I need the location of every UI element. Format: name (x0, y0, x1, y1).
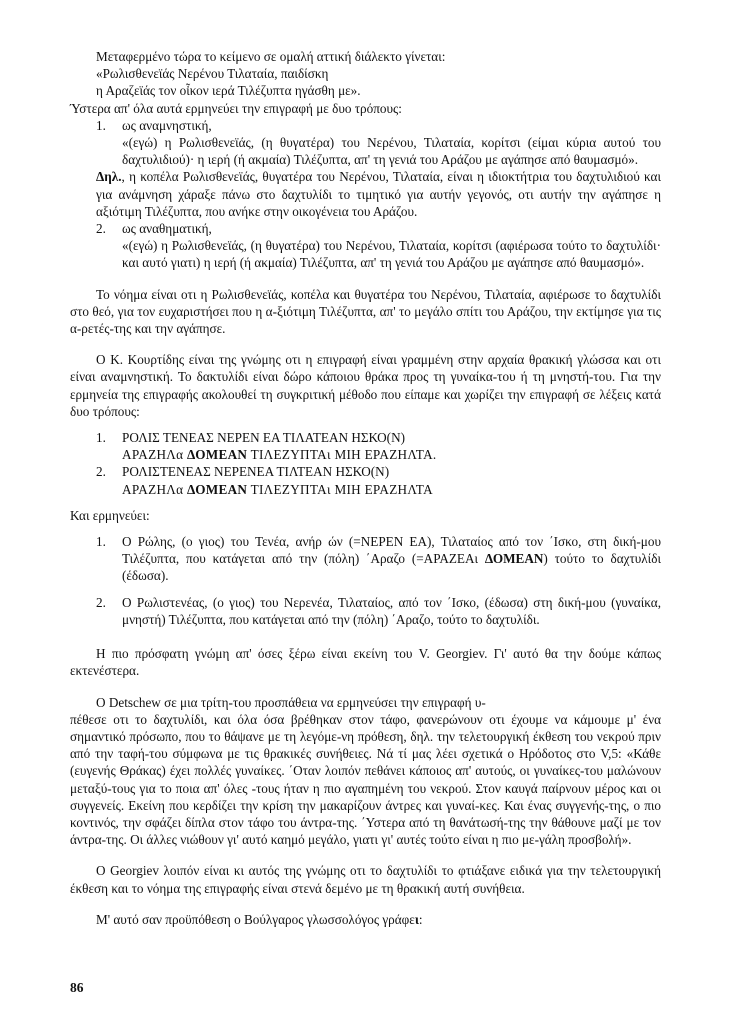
interpretation-text: Ο Ρωλιστενέας, (ο γιος) του Νερενέα, Τιλαταίος, από τον ΄Ισκο, (έδωσα) στη δική-μου (γυναίκα, μνηστή) Τιλέζυπτα, που κατάγεται από την (πόλη) ΄Αραζο, τούτο το δαχτυλίδι. (122, 594, 661, 627)
inscription-seg-c: ΤΙΛΕΖΥΠΤΑι ΜΙΗ ΕΡΑΖΗΛΤΑ. (247, 447, 437, 463)
list-item (70, 220, 661, 237)
inscription-item (70, 429, 661, 446)
detschew-paragraph-lead: Ο Detschew σε μια τρίτη-του προσπάθεια να ερμηνεύσει την επιγραφή υ- (96, 694, 486, 710)
interp-seg-a: Ο Ρώλης, (ο γιος) του Τενέα, ανήρ ών (=NEPEN EA), Τιλαταίος από τον ΄Ισκο, στη δική-μου Τιλέζυπτα, που κατάγεται από την (πόλη) ΄Αραζο (=ΑΡΑΖΕΑι (122, 534, 661, 567)
detschew-paragraph-body (70, 711, 661, 849)
interpretation-text (122, 533, 661, 585)
detschew-bold-start: πέθεσε οτι το δαχτυλίδι, και όλα όσα βρέθηκαν στον τάφο, φανερώνουν οτι έχουμε να κάμουμε μ' ένα σημαντικό πρόσωπο, που το θάψανε με τη λεγόμε-νη πρόθεση, δηλ. την τελετουργική έκθεση του νεκρού πριν από την ταφή-του σύμφωνα με τις θρακικές συνήθειες. Νά τί μας λέει σχετικά ο Ηρόδοτος στο V,5: «Κάθε (ευγενής Θράκας) έχει πολλές γυναίκες. ΄Οταν λοιπόν πεθάνει κάποιος απ' αυτούς, οι γυναίκες-του μαλώνουν μεταξύ-τους για το ποια απ' όλες -τους ήταν η πιο αγαπημένη του νεκρού. Στον καυγά παίρνουν μέρος και οι συγγενείς. Εκείνη που κερδίζει την κρίση την μακαρίζουν άντρες και γυναί-κες. Και ένας συγγενής-της, ο πιο κοντινός, την σφάζει δίπλα στον τάφο του άντρα-της. ΄Υστερα από τη θανάτωσή-της την θάθουνε μαζί με τον άντρα-της. Οι άλλες νιώθουν γι' αυτό καημό μεγάλο, γιατι γι' αυτές τούτο είναι η πιο με-γάλη προσβολή». (70, 711, 661, 848)
list-item-label: ως αναθηματική, (122, 221, 212, 237)
inscription-line-2 (70, 446, 661, 463)
after-verse-line: Ύστερα απ' όλα αυτά ερμηνεύει την επιγραφή με δυο τρόπους: (70, 100, 402, 116)
inscription-seg-a: ΑΡΑΖΗΛα (122, 447, 187, 463)
interpretation-item (70, 533, 661, 585)
item1-quote: «(εγώ) η Ρωλισθενεϊάς, (η θυγατέρα) του Νερένου, Τιλαταία, κορίτσι (είμαι κύρια αυτού του δαχτυλιδιού)· η ιερή (ή ακμαία) Τιλέζυπτα, απ' τη γενιά του Αράζου με αγάπησε από θαυμασμό». (122, 135, 661, 168)
item2-quote: «(εγώ) η Ρωλισθενεϊάς, (η θυγατέρα) του Νερένου, Τιλαταία, κορίτσι (αφιέρωσα τούτο το δαχτυλίδι· και αυτό γιατι) η ιερή (ή ακμαία) Τιλέζυπτα, απ' τη γενιά του Αράζου με αγάπησε από θαυμασμό». (122, 238, 661, 271)
closing-seg-end: : (418, 911, 423, 927)
closing-seg-a: Μ' αυτό σαν προϋπόθεση ο Βούλγαρος γλωσσολόγος γράφε (96, 911, 415, 927)
kourtidis-paragraph: Ο Κ. Κουρτίδης είναι της γνώμης οτι η επιγραφή είναι γραμμένη στην αρχαία θρακική γλώσσα και οτι είναι αναμνηστική. Το δακτυλίδι είναι δώρο κάποιου θράκα προς τη γυναίκα-του ή τη μνηστή-του. Για την ερμηνεία της επιγραφής ακολουθεί τη συγκριτική μέθοδο που είπαμε και χωρίζει την επιγραφή σε λέξεις κατά δυο τρόπους: (70, 352, 661, 419)
note-text: , η κοπέλα Ρωλισθενεϊάς, θυγατέρα του Νερένου, Τιλαταία, είναι η ιδιοκτήτρια του δαχτυλιδιού και για ανάμνηση χάραξε πάνω στο δαχτυλίδι το τιμητικό για αυτήν γεγονός, οτι αυτήν την αγάπησε η αξιότιμη Τιλέζυπτα, που ανήκε στην οικογένεια του Αράζου. (96, 169, 661, 219)
list-marker: 2. (96, 594, 106, 610)
page-number: 86 (70, 980, 84, 995)
intro-paragraph: Μεταφερμένο τώρα το κείμενο σε ομαλή αττική διάλεκτο γίνεται: (96, 49, 446, 64)
inscription-seg-c: ΤΙΛΕΖΥΠΤΑι ΜΙΗ ΕΡΑΖΗΛΤΑ (247, 481, 433, 497)
inscription-line-1: ΡΟΛΙΣ ΤΕΝΕΑΣ ΝΕΡΕΝ ΕΑ ΤΙΛΑΤΕΑΝ ΗΣΚΟ(Ν) (122, 430, 405, 446)
list-marker: 2. (96, 464, 106, 480)
inscription-item (70, 463, 661, 480)
list-marker: 2. (96, 221, 106, 237)
georgiev-intro-paragraph: Η πιο πρόσφατη γνώμη απ' όσες ξέρω είναι εκείνη του V. Georgiev. Γι' αυτό θα την δούμε κάπως εκτενέστερα. (70, 646, 661, 679)
inscription-line-1: ΡΟΛΙΣΤΕΝΕΑΣ ΝΕΡΕΝΕΑ ΤΙΛΤΕΑΝ ΗΣΚΟ(Ν) (122, 464, 390, 480)
inscription-seg-bold: ΔΟΜΕΑΝ (186, 481, 248, 497)
list-item (70, 117, 661, 134)
interpretation-item (70, 594, 661, 628)
item1-note (70, 168, 661, 220)
list-item-label: ως αναμνηστική, (122, 117, 212, 133)
note-lead-bold: Δηλ. (96, 169, 122, 185)
closing-paragraph (70, 911, 661, 928)
list-marker: 1. (96, 117, 106, 133)
inscription-seg-a: ΑΡΑΖΗΛα (122, 481, 187, 497)
interp-seg-bold: ΔΟΜΕΑΝ (484, 551, 544, 567)
verse-line-1: «Ρωλισθενεϊάς Νερένου Τιλαταία, παιδίσκη (96, 66, 329, 82)
list-marker: 1. (96, 430, 106, 446)
list-marker: 1. (96, 534, 106, 550)
interp-seg-b: ) τούτο το δαχτυλίδι (έδωσα). (122, 551, 661, 584)
inscription-line-2 (70, 481, 661, 498)
closing-seg-bold: ι (414, 911, 419, 927)
verse-line-2: η Αραζεϊάς τον οἶκον ιερά Τιλέζυπτα ηγάσθη με». (96, 83, 361, 99)
inscription-seg-bold: ΔΟΜΕΑΝ (186, 447, 248, 463)
page-body (70, 48, 661, 928)
interprets-line: Και ερμηνεύει: (70, 507, 150, 523)
georgiev-paragraph: Ο Georgiev λοιπόν είναι κι αυτός της γνώμης οτι το δαχτυλίδι το φτιάξανε ειδικά για την τελετουργική έκθεση και το νόημα της επιγραφής είναι στενά δεμένο με τη θρακική αυτή συνήθεια. (70, 863, 661, 896)
meaning-paragraph: Το νόημα είναι οτι η Ρωλισθενεϊάς, κοπέλα και θυγατέρα του Νερένου, Τιλαταία, αφιέρωσε το δαχτυλίδι στο θεό, για τον ευχαριστήσει που η α-ξιότιμη Τιλέζυπτα, απ' το μεγάλο σπίτι του Αράζου, την εκτίμησε για τις α-ρετές-της και την αγάπησε. (70, 286, 661, 337)
